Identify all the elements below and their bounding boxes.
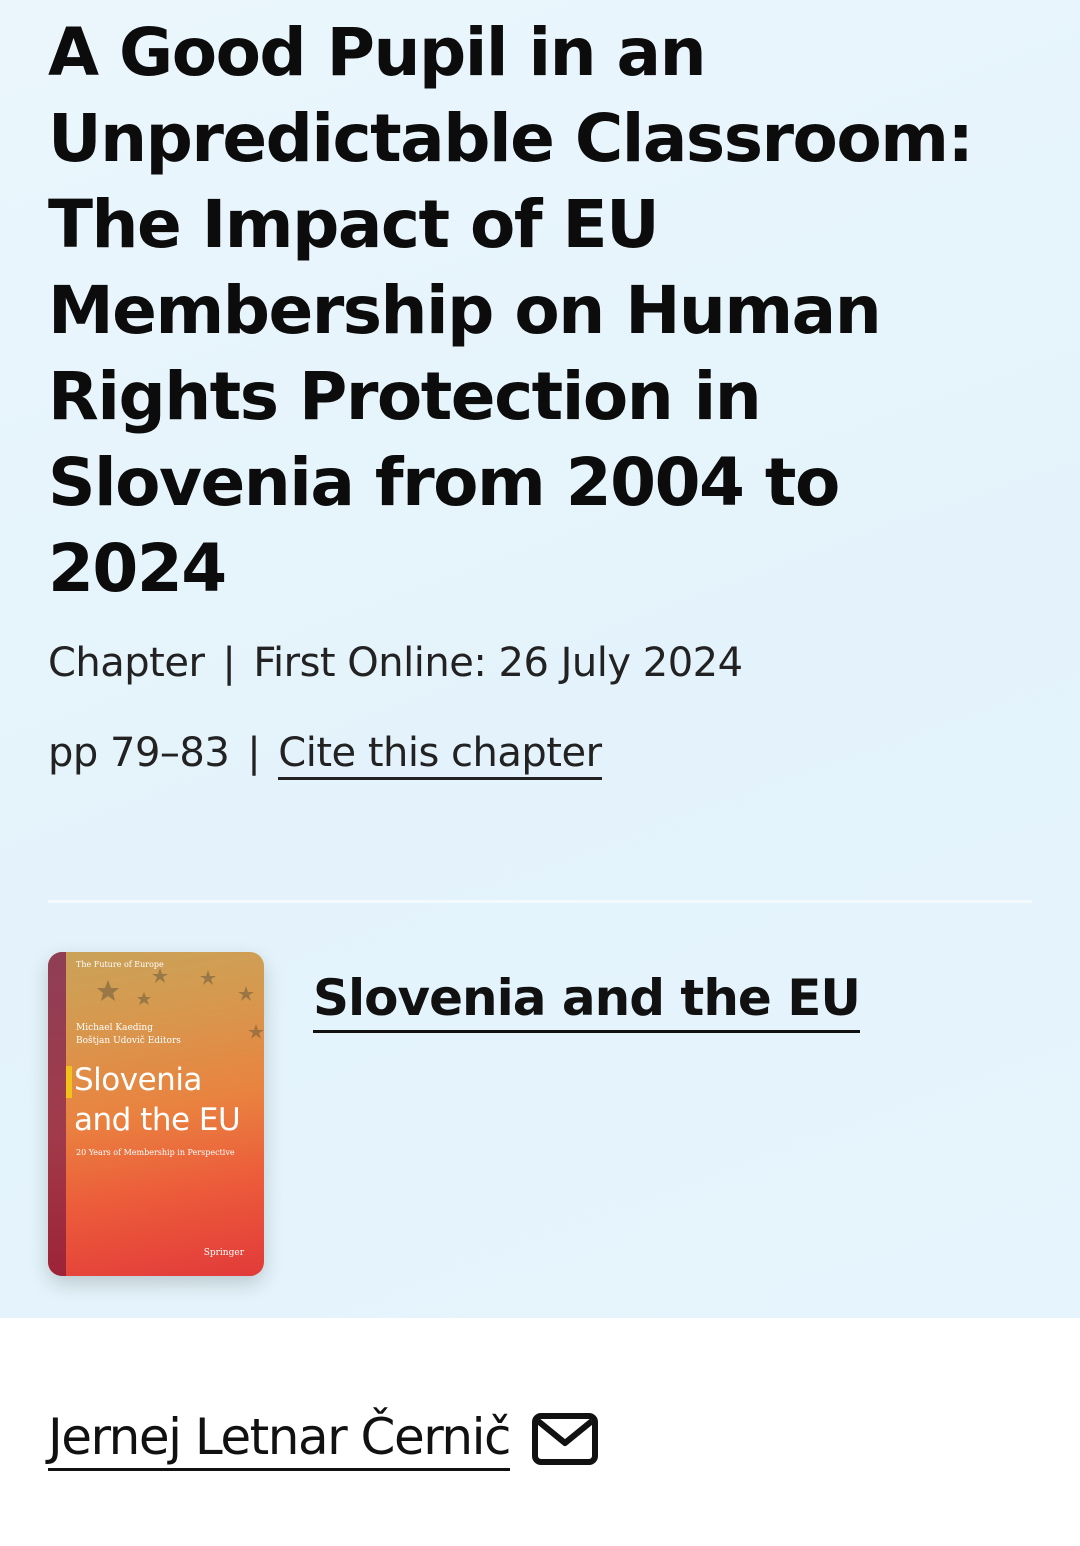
cover-publisher-logo: Springer — [203, 1248, 244, 1258]
page-range: pp 79–83 — [48, 730, 230, 776]
cover-subtitle: 20 Years of Membership in Perspective — [76, 1148, 235, 1157]
book-cover-image[interactable] — [48, 952, 264, 1276]
cover-editor-name: Boštjan Udovič Editors — [76, 1036, 181, 1046]
chapter-meta-line — [48, 640, 743, 686]
cover-series-text: The Future of Europe — [76, 960, 164, 969]
chapter-pages-line — [48, 730, 602, 776]
cover-title-line: and the EU — [74, 1102, 241, 1138]
meta-separator: | — [247, 730, 261, 776]
cite-this-chapter-link[interactable]: Cite this chapter — [278, 730, 601, 780]
mail-icon[interactable] — [532, 1413, 598, 1465]
cover-side-band — [48, 952, 66, 1276]
first-online-date: First Online: 26 July 2024 — [253, 640, 743, 686]
content-type-label: Chapter — [48, 640, 205, 686]
cover-title-line: Slovenia — [74, 1062, 202, 1098]
divider — [48, 900, 1032, 903]
author-row — [48, 1406, 598, 1471]
cover-title-marker — [66, 1066, 72, 1098]
cover-title — [74, 1060, 240, 1140]
cover-editors — [76, 1022, 181, 1048]
book-title-link[interactable]: Slovenia and the EU — [313, 966, 860, 1033]
author-name-link[interactable]: Jernej Letnar Černič — [48, 1406, 510, 1471]
meta-separator: | — [222, 640, 236, 686]
chapter-title: A Good Pupil in an Unpredictable Classroom: The Impact of EU Membership on Human Rights Protection in Slovenia from 2004 to 2024 — [48, 14, 973, 607]
cover-editor-name: Michael Kaeding — [76, 1023, 153, 1033]
